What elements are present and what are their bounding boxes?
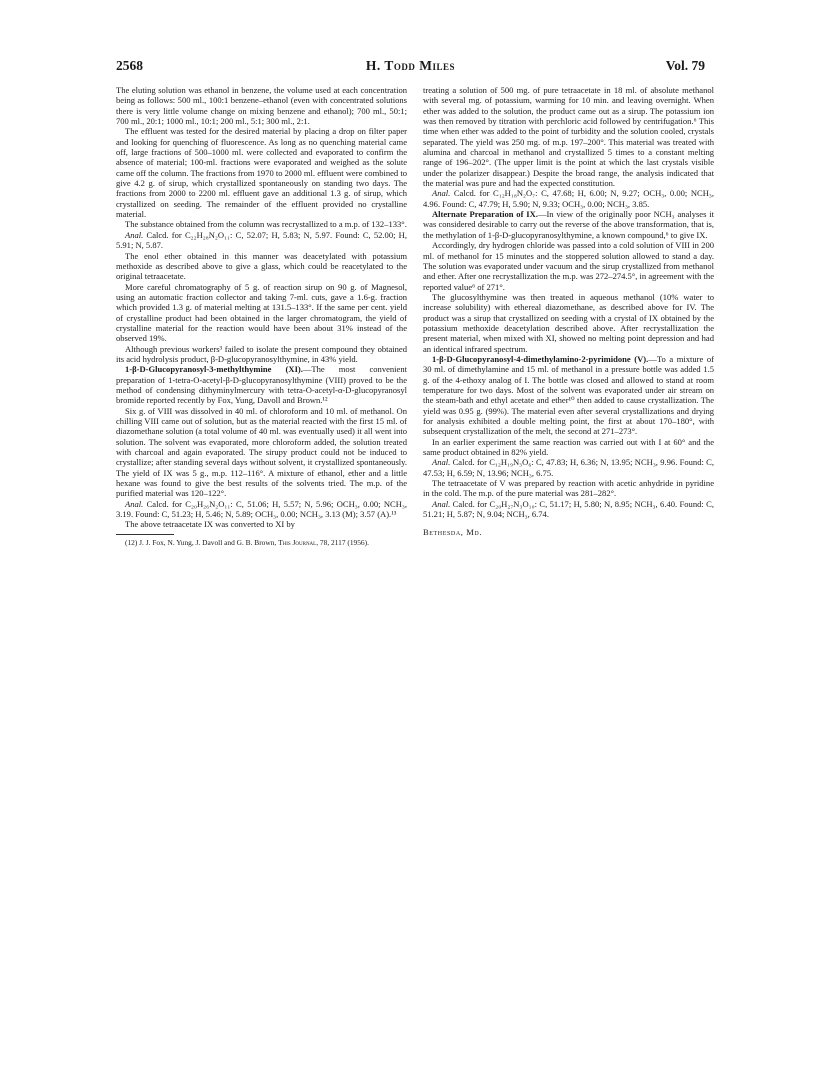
paragraph-text: —To a mixture of 30 ml. of dimethylamine and 15 ml. of methanol in a pressure bottle was added 1.5 g. of the 4-ethoxy analog of I. The bottle was closed and allowed to stand at room temperature for two days. Most of the solvent was evaporated under air stream on the steam-bath and ethyl acetate and ether¹⁰ then added to cause crystallization. The yield was 0.95 g. (99%). The material even after several crystallizations and drying for analysis exhibited a double melting point, the first at about 170–180°, with subsequent crystallization of the melt, the second at 271–273°. bbox=[423, 353, 714, 437]
footnote-rule bbox=[116, 534, 174, 535]
paragraph bbox=[423, 499, 714, 520]
paragraph bbox=[423, 188, 714, 209]
paragraph bbox=[423, 457, 714, 478]
footnote-citation: , 78, 2117 (1956). bbox=[316, 537, 369, 547]
analysis-label: Anal. bbox=[125, 498, 144, 509]
paragraph-text: Calcd. for C₂₀H₂₆N₂O₁₁: C, 51.06; H, 5.57; N, 5.96; OCH₃, 0.00; NCH₃, 3.19. Found: C, 51.23; H, 5.46; N, 5.89; OCH₃, 0.00; NCH₃, 3.13 (M); 3.57 (A).¹³ bbox=[116, 498, 407, 520]
paragraph-text: The enol ether obtained in this manner was deacetylated with potassium methoxide as described above to give a glass, which could be reacetylated to the original tetraacetate. bbox=[116, 250, 407, 282]
paragraph-text: Accordingly, dry hydrogen chloride was passed into a cold solution of VIII in 200 ml. of methanol for 15 minutes and the stoppered solution allowed to stand a day. The solution was evaporated under vacuum and the sirup crystallized from methanol and ether. After one recrystallization the m.p. was 272–274.5°, in agreement with the reported value⁶ of 271°. bbox=[423, 240, 714, 292]
paragraph-text: Six g. of VIII was dissolved in 40 ml. of chloroform and 10 ml. of methanol. On chilling VIII came out of solution, but as the material reacted with the first 15 ml. of diazomethane solution (a total volume of 40 ml. was eventually used) it all went into solution. The solvent was evaporated, more chloroform added, the solution treated with charcoal and again evaporated. The sirupy product could not be induced to crystallize; after standing several days without solvent, it crystallized spontaneously. The yield of IX was 5 g., m.p. 112–116°. A mixture of ethanol, ether and a little hexane was found to give the best results of the solvents tried. The m.p. of the purified material was 120–122°. bbox=[116, 405, 407, 499]
section-heading: 1-β-D-Glucopyranosyl-3-methylthymine (XI). bbox=[125, 364, 303, 375]
analysis-label: Anal. bbox=[432, 188, 451, 199]
paragraph bbox=[116, 251, 407, 282]
left-column bbox=[116, 85, 407, 547]
section-heading: Alternate Preparation of IX. bbox=[432, 209, 538, 220]
paragraph bbox=[423, 85, 714, 188]
right-column bbox=[423, 85, 714, 538]
paragraph-text: treating a solution of 500 mg. of pure tetraacetate in 18 ml. of absolute methanol with several mg. of potassium, warming for 10 min. and leaving overnight. When ether was added to the solution, the product came out as a sirup. The potassium ion was then removed by titration with perchloric acid followed by centrifugation.⁶ This time when ether was added to the point of turbidity and the solution cooled, crystals separated. The yield was 250 mg. of m.p. 197–200°. This material was treated with alumina and charcoal in methanol and crystallized 5 times to a constant melting range of 196–202°. (The upper limit is the point at which the last crystals visible under the polarizer disappear.) Despite the broad range, the analysis indicated that the material was pure and had the expected constitution. bbox=[423, 85, 714, 189]
running-author: H. Todd Miles bbox=[365, 58, 456, 73]
paragraph-text: Calcd. for C₁₂H₁₈N₂O₇: C, 47.68; H, 6.00; N, 9.27; OCH₃, 0.00; NCH₃, 4.96. Found: C, 47.79; H, 5.90; N, 9.33; OCH₃, 0.00; NCH₃, 3.85. bbox=[423, 188, 714, 209]
page-number: 2568 bbox=[116, 58, 143, 73]
paragraph bbox=[116, 364, 407, 405]
paragraph-text: Calcd. for C₂₀H₂₇N₃O₁₀: C, 51.17; H, 5.80; N, 8.95; NCH₃, 6.40. Found: C, 51.21; H, 5.87; N, 9.04; NCH₃, 6.74. bbox=[423, 498, 714, 520]
volume-label: Vol. 79 bbox=[665, 58, 705, 73]
paragraph bbox=[116, 499, 407, 520]
paragraph-text: The tetraacetate of V was prepared by reaction with acetic anhydride in pyridine in the cold. The m.p. of the pure material was 281–282°. bbox=[423, 478, 714, 499]
paragraph-text: —In view of the originally poor NCH₃ analyses it was considered desirable to carry out the reverse of the above transformation, that is, the methylation of 1-β-D-glucopyranosylthymine, a known compound,⁶ to give IX. bbox=[423, 209, 714, 240]
footnote-text: (12) J. J. Fox, N. Yung, J. Davoll and G. B. Brown, bbox=[125, 537, 279, 547]
paragraph bbox=[116, 344, 407, 365]
paragraph bbox=[116, 406, 407, 499]
right-column-body bbox=[423, 85, 714, 519]
paragraph bbox=[423, 292, 714, 354]
running-header bbox=[116, 58, 705, 76]
footnote-12 bbox=[116, 538, 407, 547]
paragraph-text: Calcd. for C₁₂H₁₉N₃O₆: C, 47.83; H, 6.36; N, 13.95; NCH₃, 9.96. Found: C, 47.53; H, 6.59; N, 13.96; NCH₃, 6.75. bbox=[423, 457, 714, 478]
footnote-journal: This Journal bbox=[278, 537, 317, 547]
paragraph bbox=[423, 437, 714, 458]
paragraph-text: —The most convenient preparation of 1-tetra-O-acetyl-β-D-glucopyranosylthymine (VIII) proved to be the method of condensing dithyminylmercury with tetra-O-acetyl-α-D-glucopyranosyl bromide reported recently by Fox, Yung, Davoll and Brown.¹² bbox=[116, 364, 407, 406]
paragraph bbox=[423, 354, 714, 437]
paragraph-text: More careful chromatography of 5 g. of reaction sirup on 90 g. of Magnesol, using an automatic fraction collector and taking 7-ml. cuts, gave a 1.6-g. fraction which provided 1.3 g. of material melting at 131.5–133°. If the same per cent. yield of crystalline product had been obtained in the larger chromatogram, the yield of crystalline material for the reaction would have been about 31% instead of the observed 19%. bbox=[116, 281, 407, 344]
analysis-label: Anal. bbox=[432, 457, 451, 468]
paragraph-text: The glucosylthymine was then treated in aqueous methanol (10% water to increase solubility) with ethereal diazomethane, as described above for IV. The product was a sirup that crystallized on seeding with a crystal of IX obtained by the potassium methoxide deacetylation described above. After recrystallization the present material, when mixed with XI, showed no melting point depression and had an identical infrared spectrum. bbox=[423, 291, 714, 354]
paragraph bbox=[423, 209, 714, 240]
left-column-body bbox=[116, 85, 407, 530]
paragraph bbox=[116, 126, 407, 219]
paragraph-text: The substance obtained from the column was recrystallized to a m.p. of 132–133°. bbox=[125, 219, 407, 230]
section-heading: 1-β-D-Glucopyranosyl-4-dimethylamino-2-pyrimidone (V). bbox=[432, 353, 649, 364]
location-signoff: Bethesda, Md. bbox=[423, 527, 483, 538]
analysis-label: Anal. bbox=[125, 229, 144, 240]
paragraph bbox=[116, 230, 407, 251]
paragraph bbox=[116, 219, 407, 229]
paragraph-text: The effluent was tested for the desired material by placing a drop on filter paper and looking for quenching of fluorescence. As long as no quenching material came off, large fractions of 500–1000 ml. were collected and evaporated to confirm the absence of material; 100-ml. fractions were evaporated and weighed as the solute came off the column. The fractions from 1970 to 2000 ml. effluent were combined to give 4.2 g. of sirup, which crystallized spontaneously on standing two days. The fractions from 2000 to 2200 ml. effluent gave an additional 1.3 g. of sirup, which crystallized on seeding. The remainder of the effluent provided no crystalline material. bbox=[116, 126, 407, 220]
paragraph bbox=[423, 478, 714, 499]
paragraph-text: In an earlier experiment the same reaction was carried out with I at 60° and the same product obtained in 82% yield. bbox=[423, 436, 714, 458]
paragraph-text: The above tetraacetate IX was converted to XI by bbox=[125, 519, 295, 530]
paragraph-text: Although previous workers³ failed to isolate the present compound they obtained its acid hydrolysis product, β-D-glucopyranosylthymine, in 43% yield. bbox=[116, 343, 407, 364]
paragraph bbox=[116, 85, 407, 126]
analysis-label: Anal. bbox=[432, 498, 451, 509]
paragraph-text: The eluting solution was ethanol in benzene, the volume used at each concentration being as follows: 500 ml., 100:1 benzene–ethanol (even with concentrated solutions there is very little volume change on mixing benzene and ethanol); 700 ml., 50:1; 700 ml., 20:1; 1000 ml., 10:1; 200 ml., 5:1; 300 ml., 2:1. bbox=[116, 85, 407, 127]
paragraph bbox=[116, 519, 407, 529]
paragraph bbox=[423, 240, 714, 292]
paragraph-text: Calcd. for C₂₂H₂₈N₂O₁₁: C, 52.07; H, 5.83; N, 5.97. Found: C, 52.00; H, 5.91; N, 5.87. bbox=[116, 229, 407, 251]
paragraph bbox=[116, 282, 407, 344]
